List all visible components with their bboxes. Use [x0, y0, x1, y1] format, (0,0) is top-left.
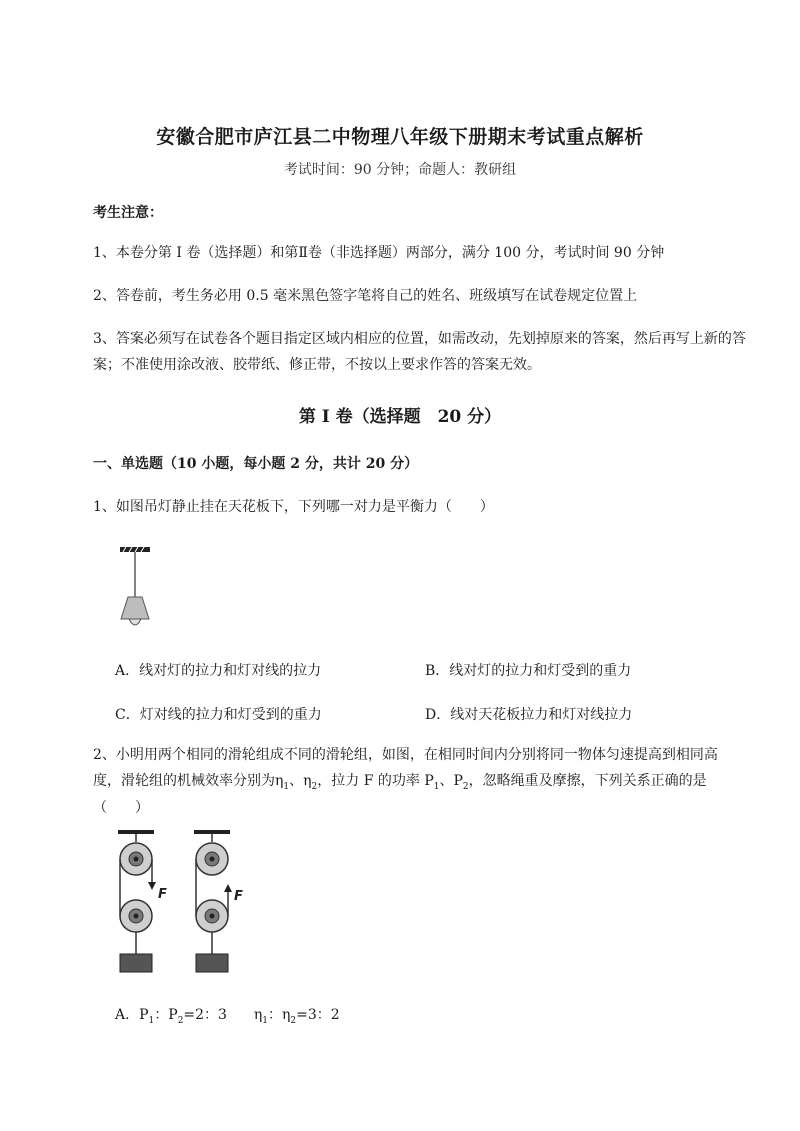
subscript: 2 [462, 781, 469, 792]
force-label-right: F [234, 889, 243, 904]
subscript: 1 [283, 781, 290, 792]
text: ：η [268, 1007, 291, 1023]
text: 、η [289, 773, 312, 789]
lamp-bulb [129, 619, 141, 625]
pulley-system-right [194, 830, 232, 972]
force-label-left: F [158, 887, 167, 902]
question-1-stem: 1、如图吊灯静止挂在天花板下，下列哪一对力是平衡力（ ） [93, 499, 494, 515]
subscript: 2 [311, 781, 318, 792]
question-1-option-a[interactable]: A．线对灯的拉力和灯对线的拉力 [115, 663, 322, 679]
text: =3：2 [296, 1007, 340, 1023]
question-1-option-c[interactable]: C．灯对线的拉力和灯受到的重力 [115, 707, 322, 723]
text: ：P [154, 1007, 178, 1023]
text: η [253, 1007, 263, 1023]
pulley-system-left [118, 830, 156, 972]
subscript: 1 [148, 1015, 155, 1026]
question-2-stem-line1: 2、小明用两个相同的滑轮组成不同的滑轮组，如图，在相同时间内分别将同一物体匀速提高到相同高 [93, 747, 718, 763]
subscript: 2 [290, 1015, 297, 1026]
notes-heading: 考生注意： [93, 205, 163, 221]
note-item-1: 1、本卷分第 I 卷（选择题）和第Ⅱ卷（非选择题）两部分，满分 100 分，考试时间 90 分钟 [93, 245, 665, 261]
part-heading: 一、单选题（10 小题，每小题 2 分，共计 20 分） [93, 456, 419, 472]
pendant-lamp-figure [110, 545, 160, 635]
text: 、P [439, 773, 463, 789]
subscript: 1 [262, 1015, 268, 1026]
text: =2：3 [183, 1007, 227, 1023]
subscript: 2 [177, 1015, 184, 1026]
question-1-option-b[interactable]: B．线对灯的拉力和灯受到的重力 [425, 663, 632, 679]
text: 度，滑轮组的机械效率分别为η [93, 773, 284, 789]
section-title: 第 I 卷（选择题 20 分） [298, 407, 502, 427]
question-2-option-a[interactable] [115, 1004, 340, 1026]
note-item-2: 2、答卷前，考生务必用 0.5 毫米黑色签字笔将自己的姓名、班级填写在试卷规定位置上 [93, 288, 638, 304]
note-item-3: 3、答案必须写在试卷各个题目指定区域内相应的位置，如需改动，先划掉原来的答案，然后再写上新的答案；不准使用涂改液、胶带纸、修正带，不按以上要求作答的答案无效。 [93, 331, 746, 373]
question-2-stem-line3: （ ） [93, 800, 149, 816]
lamp-shade [121, 597, 149, 619]
exam-meta: 考试时间：90 分钟；命题人：教研组 [283, 162, 517, 178]
question-1-option-d[interactable]: D．线对天花板拉力和灯对线拉力 [425, 707, 633, 723]
text: ，拉力 F 的功率 P [317, 773, 434, 789]
text: ，忽略绳重及摩擦，下列关系正确的是 [468, 773, 707, 789]
page-title: 安徽合肥市庐江县二中物理八年级下册期末考试重点解析 [156, 126, 644, 148]
text: A．P [115, 1007, 149, 1023]
subscript: 1 [433, 781, 440, 792]
pulley-systems-figure [110, 828, 250, 978]
